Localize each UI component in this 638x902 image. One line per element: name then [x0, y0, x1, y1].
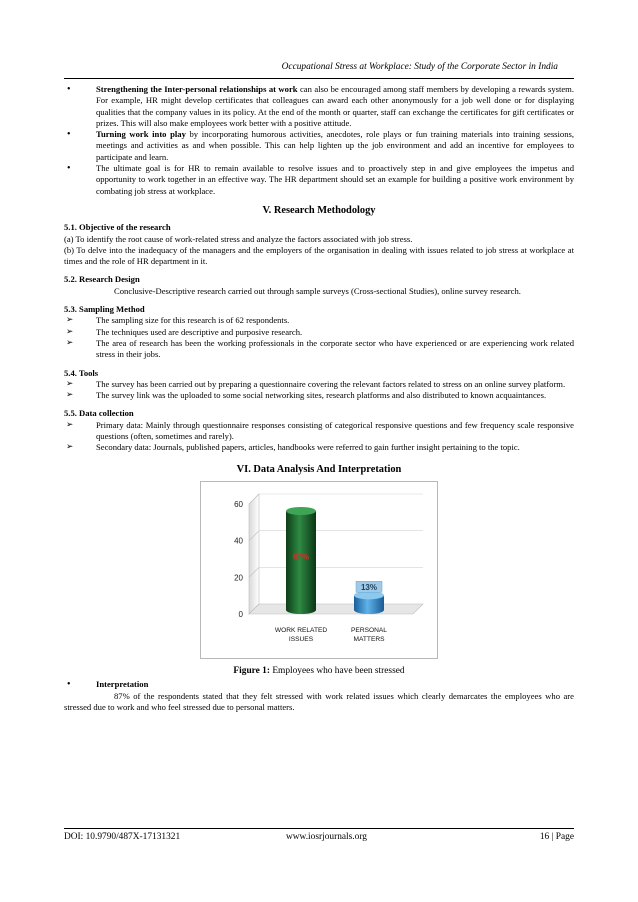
data-label: 13%	[360, 582, 378, 592]
list-item: • The ultimate goal is for HR to remain available to resolve issues and to proactively step in and give employees the impetus and opportunity to work together in an effective way. The HR department should set an example for building a positive work environment by combating job stress at workplace.	[64, 163, 574, 197]
paragraph: Conclusive-Descriptive research carried out through sample surveys (Cross-sectional Studies), online survey research.	[114, 285, 521, 296]
subsection-heading: 5.5. Data collection	[64, 408, 134, 419]
y-tick-label: 0	[238, 609, 243, 619]
x-tick-label: MATTERS	[353, 635, 385, 643]
journal-url: www.iosrjournals.org	[286, 832, 367, 842]
bar-chart	[201, 482, 437, 658]
data-label: 87%	[292, 552, 310, 562]
list-item: ➢ The area of research has been the working professionals in the corporate sector who have experienced or are experiencing work related stress in their jobs.	[64, 338, 574, 361]
x-tick-label: ISSUES	[288, 635, 314, 643]
y-tick-label: 60	[234, 499, 243, 509]
list-item: ➢ Primary data: Mainly through questionnaire responses consisting of categorical responsive questions and few frequency scale responsive questions (often, sometimes and rarely).	[64, 420, 574, 443]
chart-floor	[249, 604, 423, 614]
section-heading-methodology: V. Research Methodology	[262, 204, 376, 216]
subsection-heading: 5.2. Research Design	[64, 274, 140, 285]
header-rule	[64, 78, 574, 79]
list-item: • Strengthening the Inter-personal relationships at work can also be encouraged among staff members by developing a rewards system. For example, HR might develop certificates that colleagues can award each other anonymously for a job well done or for displaying qualities that the company values in its policy. At the end of the month or quarter, staff can exchange the certificates for gift certificates or prizes. This will also make employees work better with a positive attitude.	[64, 84, 574, 129]
list-item: • Interpretation	[64, 679, 574, 690]
figure-caption: Figure 1: Employees who have been stressed	[233, 665, 405, 676]
subsection-heading: 5.4. Tools	[64, 367, 99, 378]
y-tick-label: 40	[234, 536, 243, 546]
section-heading-analysis: VI. Data Analysis And Interpretation	[236, 463, 402, 475]
footer-rule	[64, 828, 574, 829]
paragraph: (b) To delve into the inadequacy of the managers and the employers of the organisation in dealing with issues related to job stress at workplace at times and the role of HR department in it.	[64, 244, 574, 267]
list-item: ➢ The sampling size for this research is of 62 respondents.	[64, 315, 574, 326]
list-item: • Turning work into play by incorporating humorous activities, anecdotes, role plays or fun training materials into training sessions, meetings and activities as and when possible. This can help lighten up the job environment and add an incentive for employees to participate and learn.	[64, 129, 574, 163]
list-item: ➢ The survey link was the uploaded to some social networking sites, research platforms and also distributed to known acquaintances.	[64, 390, 574, 401]
paragraph: (a) To identify the root cause of work-related stress and analyze the factors associated with job stress.	[64, 233, 413, 244]
main-content	[64, 84, 574, 713]
bar-top	[286, 507, 316, 515]
recommendation-list	[64, 84, 574, 197]
data-collection-list	[64, 420, 574, 454]
list-item: ➢ The techniques used are descriptive and purposive research.	[64, 327, 574, 338]
doi: DOI: 10.9790/487X-17131321	[64, 832, 181, 842]
subsection-heading: 5.1. Objective of the research	[64, 222, 171, 233]
sampling-list	[64, 315, 574, 360]
interpretation-list	[64, 679, 574, 690]
x-tick-label: WORK RELATED	[274, 626, 328, 634]
list-item: ➢ The survey has been carried out by preparing a questionnaire covering the relevant factors related to stress on an online survey platform.	[64, 379, 574, 390]
subsection-heading: 5.3. Sampling Method	[64, 304, 145, 315]
figure-chart	[200, 481, 438, 659]
tools-list	[64, 379, 574, 402]
bar	[286, 511, 316, 614]
running-title: Occupational Stress at Workplace: Study of the Corporate Sector in India	[281, 62, 558, 72]
list-item: ➢ Secondary data: Journals, published papers, articles, handbooks were referred to gain further insight pertaining to the topic.	[64, 442, 574, 453]
x-tick-label: PERSONAL	[351, 626, 387, 634]
paragraph: 87% of the respondents stated that they felt stressed with work related issues which clearly demarcates the employees who are stressed due to work and who feel stressed due to personal matters.	[64, 690, 574, 712]
y-tick-label: 20	[234, 573, 243, 583]
chart-side-wall	[249, 494, 259, 614]
page-number: 16 | Page	[539, 832, 574, 842]
